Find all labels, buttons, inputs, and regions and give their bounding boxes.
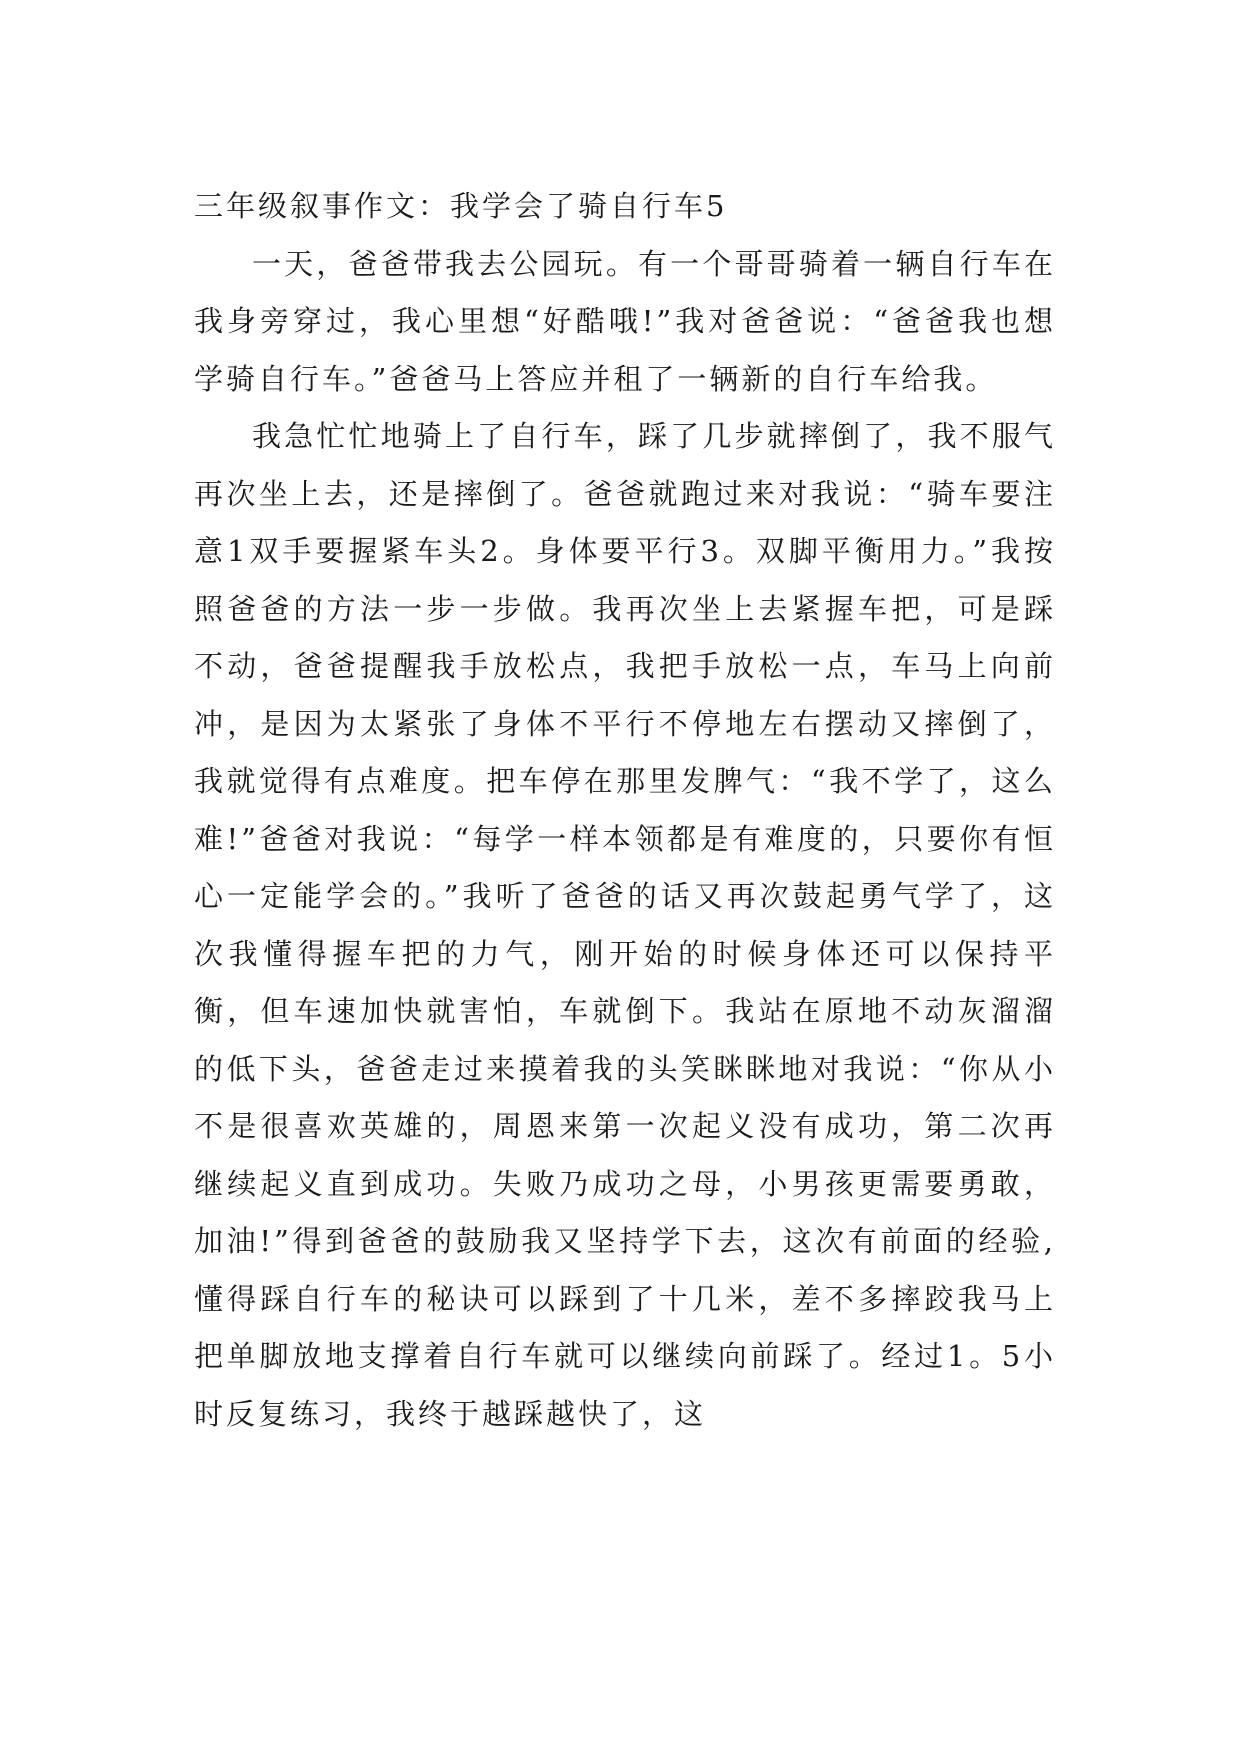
paragraph-2: 我急忙忙地骑上了自行车，踩了几步就摔倒了，我不服气再次坐上去，还是摔倒了。爸爸就跑过来对我说：“骑车要注意1双手要握紧车头2。身体要平行3。双脚平衡用力。”我按照爸爸的方法一步一步做。我再次坐上去紧握车把，可是踩不动，爸爸提醒我手放松点，我把手放松一点，车马上向前冲，是因为太紧张了身体不平行不停地左右摆动又摔倒了，我就觉得有点难度。把车停在那里发脾气：“我不学了，这么难!”爸爸对我说：“每学一样本领都是有难度的，只要你有恒心一定能学会的。”我听了爸爸的话又再次鼓起勇气学了，这次我懂得握车把的力气，刚开始的时候身体还可以保持平衡，但车速加快就害怕，车就倒下。我站在原地不动灰溜溜的低下头，爸爸走过来摸着我的头笑眯眯地对我说：“你从小不是很喜欢英雄的，周恩来第一次起义没有成功，第二次再继续起义直到成功。失败乃成功之母，小男孩更需要勇敢，加油!”得到爸爸的鼓励我又坚持学下去，这次有前面的经验,懂得踩自行车的秘诀可以踩到了十几米，差不多摔跤我马上把单脚放地支撑着自行车就可以继续向前踩了。经过1。5小时反复练习，我终于越踩越快了，这: [194, 419, 1056, 1431]
document-title: 三年级叙事作文：我学会了骑自行车5: [194, 189, 728, 223]
document-body: [194, 178, 1056, 1443]
paragraph-1: 一天，爸爸带我去公园玩。有一个哥哥骑着一辆自行车在我身旁穿过，我心里想“好酷哦!”我对爸爸说：“爸爸我也想学骑自行车。”爸爸马上答应并租了一辆新的自行车给我。: [194, 246, 1056, 396]
